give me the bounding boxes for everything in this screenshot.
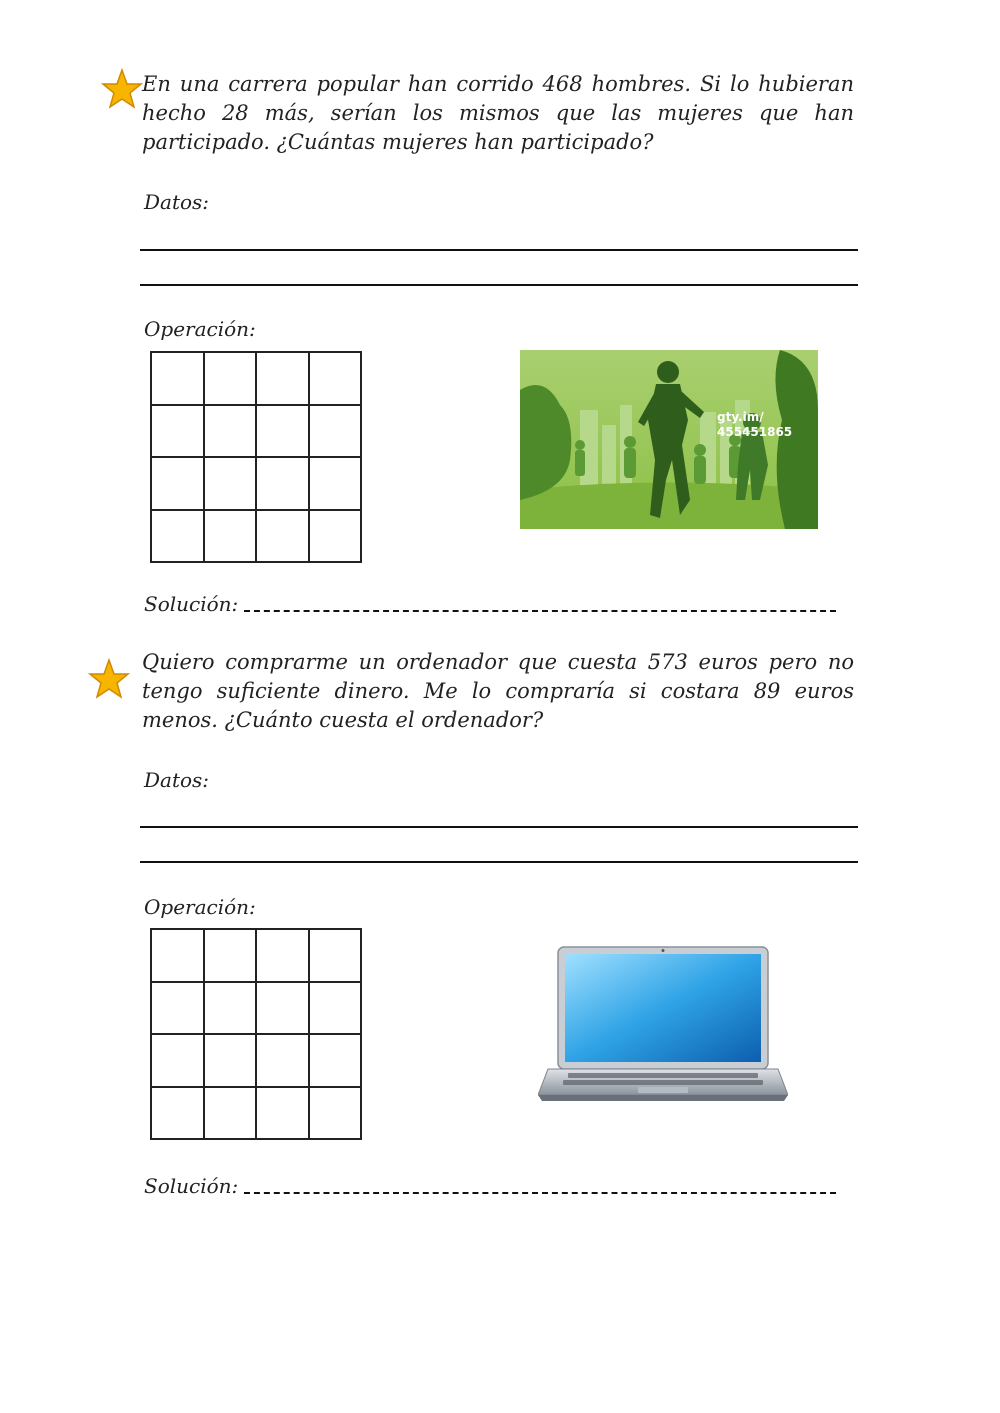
grid-cell[interactable] bbox=[204, 352, 257, 405]
grid-cell[interactable] bbox=[151, 1087, 204, 1140]
grid-cell[interactable] bbox=[204, 1087, 257, 1140]
star-icon bbox=[88, 658, 130, 700]
grid-cell[interactable] bbox=[256, 929, 309, 982]
grid-cell[interactable] bbox=[204, 1034, 257, 1087]
grid-cell[interactable] bbox=[309, 982, 362, 1035]
problem-2-operacion-label: Operación: bbox=[144, 895, 256, 919]
grid-cell[interactable] bbox=[309, 510, 362, 563]
grid-cell[interactable] bbox=[204, 929, 257, 982]
grid-cell[interactable] bbox=[151, 405, 204, 458]
problem-1-operacion-label: Operación: bbox=[144, 317, 256, 341]
problem-1-datos-line-2[interactable] bbox=[140, 284, 858, 286]
problem-1-statement: En una carrera popular han corrido 468 hombres. Si lo hubieran hecho 28 más, serían los mismos que las mujeres que han participado. ¿Cuántas mujeres han participado? bbox=[142, 72, 854, 154]
grid-cell[interactable] bbox=[256, 457, 309, 510]
grid-cell[interactable] bbox=[256, 352, 309, 405]
grid-cell[interactable] bbox=[256, 1087, 309, 1140]
grid-cell[interactable] bbox=[309, 1034, 362, 1087]
grid-cell[interactable] bbox=[309, 405, 362, 458]
grid-cell[interactable] bbox=[204, 457, 257, 510]
grid-cell[interactable] bbox=[256, 982, 309, 1035]
grid-cell[interactable] bbox=[256, 510, 309, 563]
grid-cell[interactable] bbox=[204, 982, 257, 1035]
grid-cell[interactable] bbox=[309, 457, 362, 510]
grid-cell[interactable] bbox=[204, 405, 257, 458]
problem-2-datos-line-1[interactable] bbox=[140, 826, 858, 828]
problem-1-operation-grid[interactable] bbox=[150, 351, 362, 563]
grid-cell[interactable] bbox=[204, 510, 257, 563]
grid-cell[interactable] bbox=[151, 510, 204, 563]
problem-1-solucion-line[interactable] bbox=[244, 610, 836, 612]
image-watermark bbox=[717, 410, 792, 440]
problem-1-datos-line-1[interactable] bbox=[140, 249, 858, 251]
problem-1-solucion-label: Solución: bbox=[144, 592, 239, 616]
grid-cell[interactable] bbox=[309, 1087, 362, 1140]
laptop-image bbox=[538, 945, 788, 1105]
grid-cell[interactable] bbox=[309, 352, 362, 405]
grid-cell[interactable] bbox=[151, 352, 204, 405]
grid-cell[interactable] bbox=[256, 405, 309, 458]
problem-2-datos-label: Datos: bbox=[144, 768, 210, 792]
problem-2-solucion-label: Solución: bbox=[144, 1174, 239, 1198]
problem-1-datos-label: Datos: bbox=[144, 190, 210, 214]
problem-2-operation-grid[interactable] bbox=[150, 928, 362, 1140]
watermark-line-1: gty.im/ bbox=[717, 410, 764, 424]
grid-cell[interactable] bbox=[151, 457, 204, 510]
star-icon bbox=[101, 68, 143, 110]
problem-2-solucion-line[interactable] bbox=[244, 1192, 836, 1194]
grid-cell[interactable] bbox=[151, 982, 204, 1035]
runners-silhouette-image bbox=[520, 350, 818, 529]
grid-cell[interactable] bbox=[151, 1034, 204, 1087]
grid-cell[interactable] bbox=[151, 929, 204, 982]
watermark-line-2: 455451865 bbox=[717, 425, 793, 439]
problem-2-statement: Quiero comprarme un ordenador que cuesta 573 euros pero no tengo suficiente dinero. Me lo compraría si costara 89 euros menos. ¿Cuánto cuesta el ordenador? bbox=[142, 650, 854, 732]
grid-cell[interactable] bbox=[256, 1034, 309, 1087]
grid-cell[interactable] bbox=[309, 929, 362, 982]
problem-2-datos-line-2[interactable] bbox=[140, 861, 858, 863]
